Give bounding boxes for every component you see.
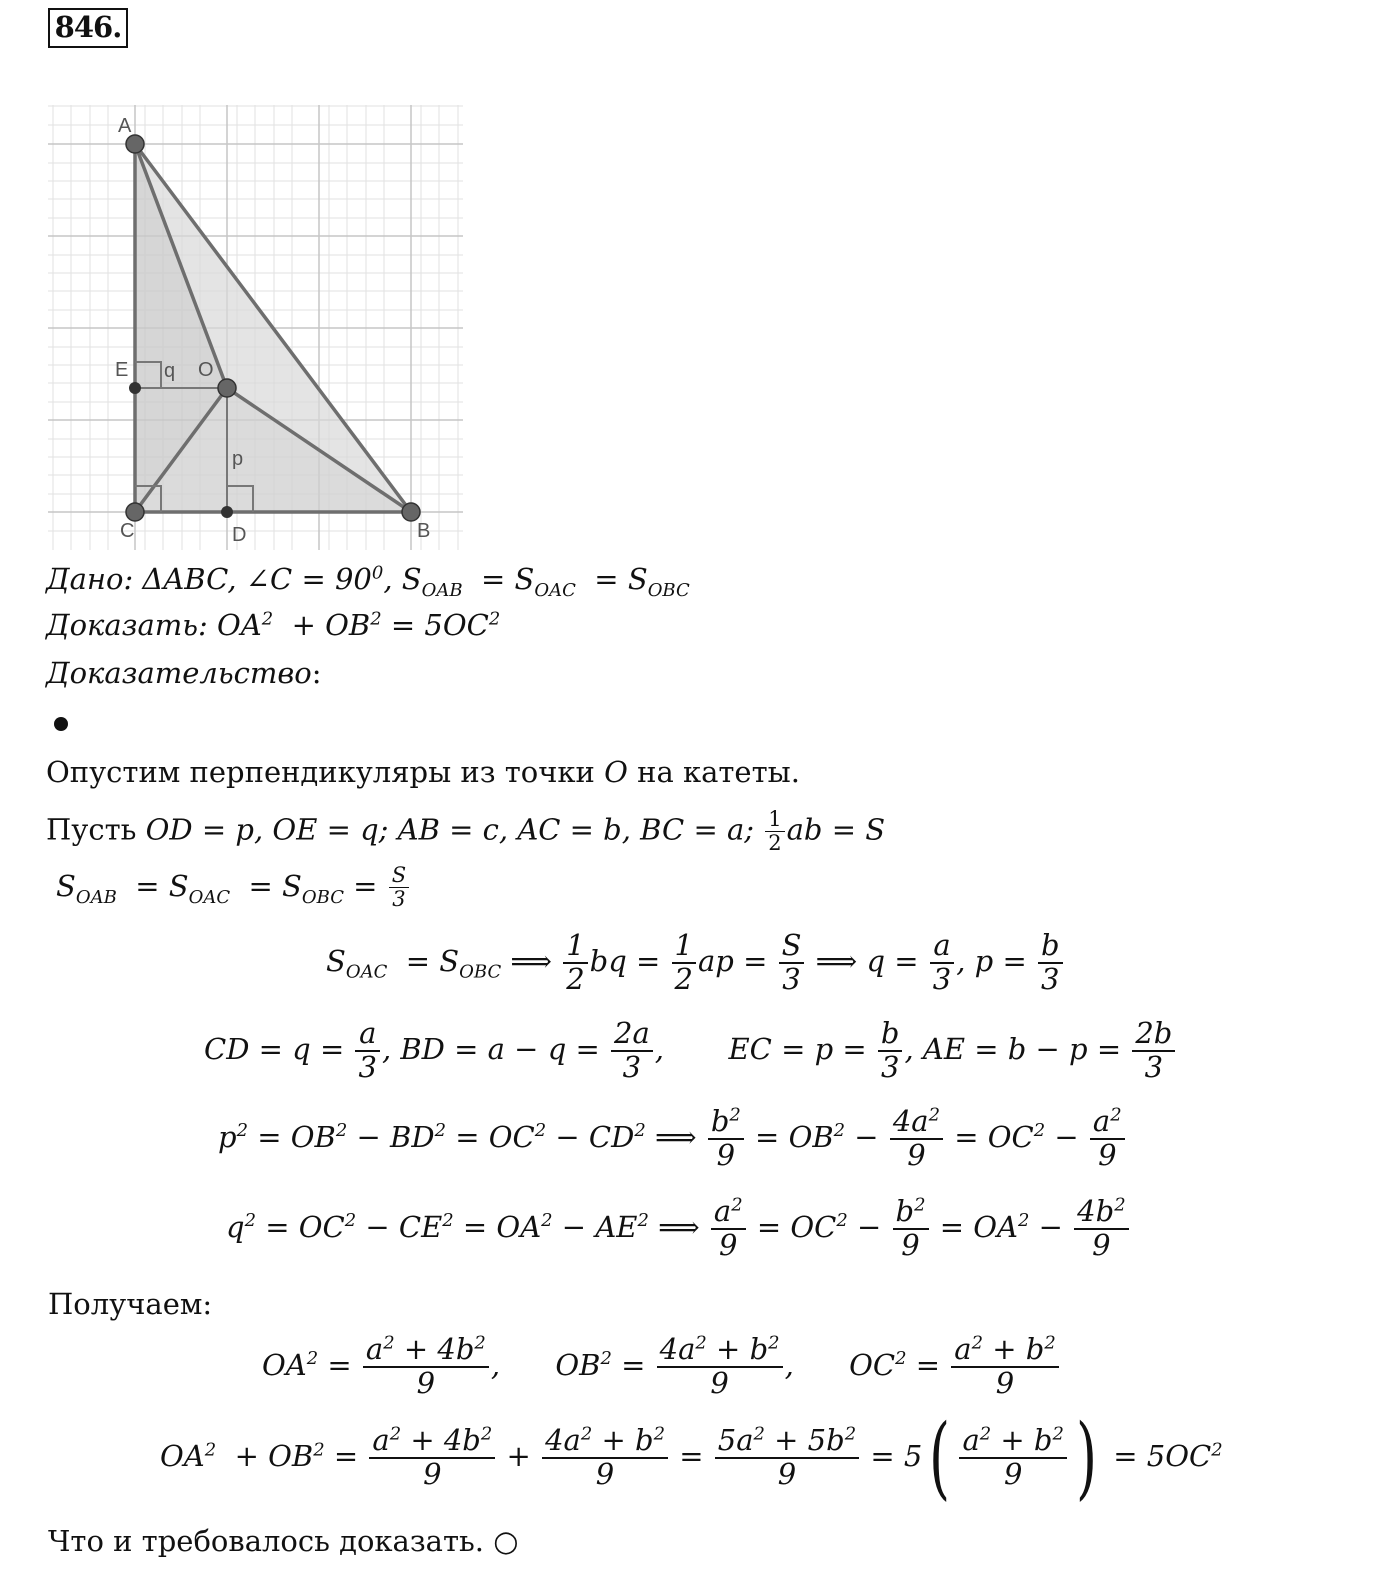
get-label: Получаем: — [48, 1287, 213, 1321]
label-E: E — [115, 359, 129, 381]
prove-line: Доказать: $OA^2 + OB^2 = 5OC^2$ — [46, 608, 501, 642]
equation-3: $p^2 = OB^2 - BD^2 = OC^2 - CD^2$ ⟹ $\frac{b^2}{9}$ = $OB^2$ − $\frac{4a^2}{9}$ = $OC^2$ − $\frac{a^2}{9}$ — [218, 1106, 1127, 1172]
proof-line-2: Пусть OD = p, OE = q; AB = c, AC = b, BC = a; $\frac{1}{2}$ ab = S — [46, 807, 886, 856]
label-q: q — [164, 360, 176, 382]
equation-2: CD = q = $\frac{a}{3}$ , BD = a − q = $\frac{2a}{3}$ , EC = p = $\frac{b}{3}$ , AE = b − p = $\frac{2b}{3}$ — [204, 1018, 1177, 1084]
proof-label: Доказательство: — [46, 656, 322, 690]
given-line: Дано: ΔABC, ∠C = $90^0$, $S_{OAB} = S_{OAC} = S_{OBC}$ — [46, 562, 690, 601]
equation-1: $S_{OAC} = S_{OBC}$ ⟹ $\frac{1}{2}$ bq = $\frac{1}{2}$ ap = $\frac{S}{3}$ ⟹ q = $\frac{a}{3}$ , p = $\frac{b}{3}$ — [326, 930, 1065, 996]
proof-line-1: Опустим перпендикуляры из точки O на катеты. — [46, 755, 800, 789]
label-C: C — [120, 520, 135, 542]
proof-line-3: $S_{OAB} = S_{OAC} = S_{OBC}$ = $\frac{S}{3}$ — [56, 864, 411, 911]
triangle-figure — [48, 100, 468, 550]
label-B: B — [417, 520, 431, 542]
label-O: O — [198, 359, 214, 381]
equation-4: $q^2 = OC^2 - CE^2 = OA^2 - AE^2$ ⟹ $\frac{a^2}{9}$ = $OC^2$ − $\frac{b^2}{9}$ = $OA^2$ − $\frac{4b^2}{9}$ — [226, 1196, 1131, 1262]
problem-number: 846. — [48, 8, 128, 48]
label-p: p — [232, 448, 244, 470]
bullet-point — [54, 717, 68, 731]
equation-5: $OA^2$ = $\frac{a^2 + 4b^2}{9}$ , $OB^2$ = $\frac{4a^2 + b^2}{9}$ , $OC^2$ = $\frac{a^2 + b^2}{9}$ — [262, 1334, 1061, 1400]
equation-6: $OA^2 + OB^2$ = $\frac{a^2 + 4b^2}{9}$ + $\frac{4a^2 + b^2}{9}$ = $\frac{5a^2 + 5b^2}{9}$ = 5( $\frac{a^2 + b^2}{9}$ ) = $5OC^2$ — [160, 1405, 1223, 1510]
label-D: D — [232, 524, 247, 546]
conclusion: Что и требовалось доказать. ○ — [48, 1524, 519, 1558]
label-A: A — [118, 115, 132, 137]
